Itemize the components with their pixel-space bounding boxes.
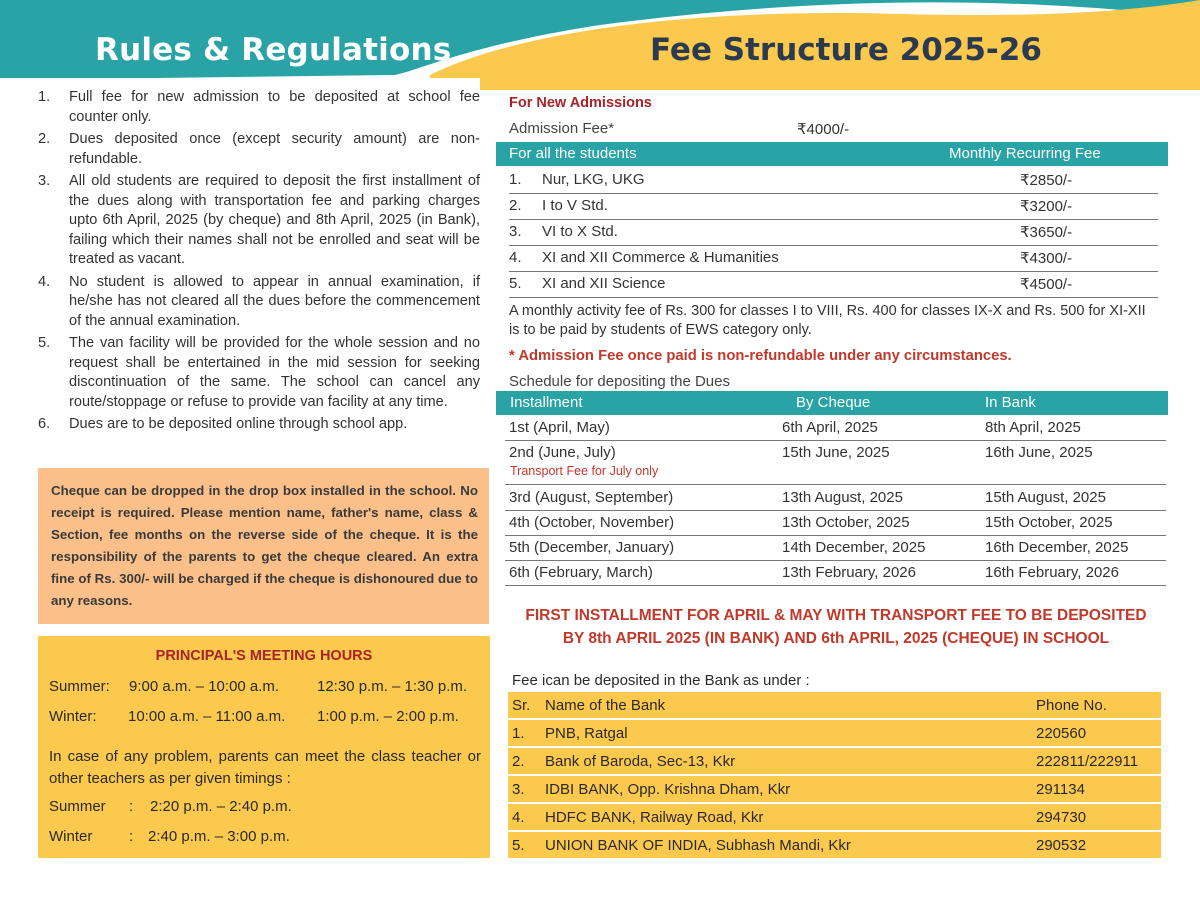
first-installment-notice-line2: BY 8th APRIL 2025 (IN BANK) AND 6th APRIL, 2025 (CHEQUE) IN SCHOOL (562, 630, 1110, 647)
admission-fee-label: Admission Fee* (509, 120, 615, 137)
schedule-header: Installment By Cheque In Bank (496, 391, 1168, 415)
table-row: 3rd (August, September) 13th August, 2025 15th August, 2025 (505, 486, 1166, 511)
first-installment-notice-line1: FIRST INSTALLMENT FOR APRIL & MAY WITH TRANSPORT FEE TO BE DEPOSITED (525, 607, 1147, 624)
rules-title: Rules & Regulations (95, 32, 452, 68)
fee-structure-title: Fee Structure 2025-26 (650, 32, 1042, 68)
meeting-hours-box: PRINCIPAL'S MEETING HOURS Summer: 9:00 a.m. – 10:00 a.m. 12:30 p.m. – 1:30 p.m. Winter: 10:00 a.m. – 11:00 a.m. 1:00 p.m. – 2:00 p.m. In case of any problem, parents can meet the class teacher or other teachers as per given timings : Summer : 2:20 p.m. – 2:40 p.m. Winter : 2:40 p.m. – 3:00 p.m. (38, 636, 490, 858)
table-row: 1st (April, May) 6th April, 2025 8th April, 2025 (505, 416, 1166, 441)
fee-table-header: For all the students Monthly Recurring Fee (496, 142, 1168, 166)
rule-item: 2. Dues deposited once (except security amount) are non-refundable. (38, 131, 480, 167)
table-row: 4. HDFC BANK, Railway Road, Kkr 294730 (508, 804, 1161, 832)
table-row: 2. I to V Std. ₹3200/- (509, 194, 1158, 220)
table-row: 1. Nur, LKG, UKG ₹2850/- (509, 168, 1158, 194)
rule-item: 1. Full fee for new admission to be deposited at school fee counter only. (38, 89, 480, 125)
table-row: 5th (December, January) 14th December, 2025 16th December, 2025 (505, 536, 1166, 561)
rule-item: 4. No student is allowed to appear in annual examination, if he/she has not cleared all the dues before the commencement of the annual examination. (38, 273, 480, 329)
table-row: 2nd (June, July) 15th June, 2025 16th June, 2025 Transport Fee for July only (505, 441, 1166, 485)
table-row: 4th (October, November) 13th October, 2025 15th October, 2025 (505, 511, 1166, 536)
transport-note: Transport Fee for July only (510, 464, 659, 478)
table-row: 6th (February, March) 13th February, 2026 16th February, 2026 (505, 561, 1166, 586)
cheque-note: Cheque can be dropped in the drop box installed in the school. No receipt is required. Please mention name, father's name, class & Section, fee months on the reverse side of the cheque. It is the responsibility of the parents to get the cheque cleared. An extra fine of Rs. 300/- will be charged if the cheque is dishonoured due to any reasons. (38, 468, 489, 624)
schedule-caption: Schedule for depositing the Dues (509, 373, 730, 390)
ews-note: A monthly activity fee of Rs. 300 for classes I to VIII, Rs. 400 for classes IX-X and Rs. 500 for XI-XII is to be paid by students of EWS category only. (509, 303, 1146, 338)
bank-caption: Fee ican be deposited in the Bank as under : (512, 672, 810, 689)
rules-list (38, 88, 480, 438)
rule-item: 3. All old students are required to deposit the first installment of the dues along with transportation fee and parking charges upto 6th April, 2025 (by cheque) and 8th April, 2025 (in Bank), failing which their names shall not be enrolled and seat will be treated as vacant. (38, 173, 480, 267)
table-row: 3. VI to X Std. ₹3650/- (509, 220, 1158, 246)
bank-table (508, 692, 1161, 858)
bank-table-header: Sr. Name of the Bank Phone No. (508, 692, 1161, 720)
rule-item: 6. Dues are to be deposited online through school app. (38, 416, 408, 432)
table-row: 4. XI and XII Commerce & Humanities ₹4300/- (509, 246, 1158, 272)
rule-item: 5. The van facility will be provided for the whole session and no request shall be entertained in the mid session for seeking discontinuation of the same. The school can cancel any route/stoppage or refuse to provide van facility at any time. (38, 335, 480, 410)
table-row: 2. Bank of Baroda, Sec-13, Kkr 222811/222911 (508, 748, 1161, 776)
table-row: 5. UNION BANK OF INDIA, Subhash Mandi, Kkr 290532 (512, 837, 1087, 854)
teacher-meeting-note: In case of any problem, parents can meet the class teacher or other teachers as per given timings : (49, 748, 481, 787)
table-row: 3. IDBI BANK, Opp. Krishna Dham, Kkr 291134 (508, 776, 1161, 804)
new-admissions-heading: For New Admissions (509, 95, 652, 111)
meeting-heading: PRINCIPAL'S MEETING HOURS (155, 648, 373, 664)
admission-warning: * Admission Fee once paid is non-refundable under any circumstances. (509, 348, 1012, 364)
table-row: 5. XI and XII Science ₹4500/- (509, 272, 1158, 298)
admission-fee-amount: ₹4000/- (797, 121, 850, 138)
table-row: 1. PNB, Ratgal 220560 (508, 720, 1161, 748)
